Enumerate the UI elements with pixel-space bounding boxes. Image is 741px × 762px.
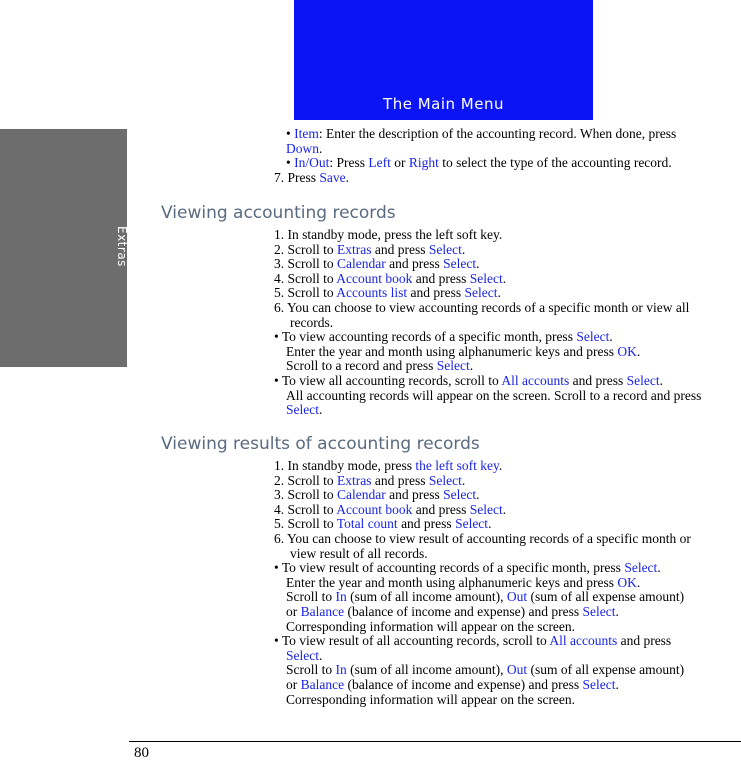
footer-rule — [129, 741, 741, 742]
intro-line: 7. Press Save. — [274, 169, 350, 185]
step-line: or Balance (balance of income and expense) and press Select. — [286, 676, 619, 692]
main-menu-banner — [294, 0, 593, 120]
step-line: Scroll to In (sum of all income amount), Out (sum of all expense amount) — [286, 662, 685, 678]
viewing-results-steps — [274, 459, 740, 707]
intro-instructions — [274, 127, 740, 185]
step-line: 1. In standby mode, press the left soft key. — [274, 458, 503, 473]
step-line: records. — [290, 314, 334, 330]
step-line: Enter the year and month using alphanumeric keys and press OK. — [286, 574, 641, 590]
step-line: • To view result of accounting records of a specific month, press Select. — [274, 560, 661, 576]
intro-line: • Item: Enter the description of the accounting record. When done, press — [286, 126, 677, 141]
step-line: Scroll to In (sum of all income amount), Out (sum of all expense amount) — [286, 589, 685, 605]
step-line: • To view accounting records of a specific month, press Select. — [274, 329, 613, 345]
step-line: 3. Scroll to Calendar and press Select. — [274, 487, 480, 503]
step-line: 6. You can choose to view result of accounting records of a specific month or — [274, 530, 691, 546]
step-line: • To view result of all accounting records, scroll to All accounts and press — [274, 633, 672, 649]
step-line: 2. Scroll to Extras and press Select. — [274, 241, 466, 257]
step-line: 5. Scroll to Accounts list and press Select. — [274, 285, 501, 301]
step-line: 5. Scroll to Total count and press Select. — [274, 516, 492, 532]
step-line: Select. — [286, 402, 323, 418]
step-line: Corresponding information will appear on the screen. — [286, 691, 576, 707]
step-line: 4. Scroll to Account book and press Select. — [274, 270, 507, 286]
banner-title: The Main Menu — [383, 95, 504, 113]
section-heading-viewing-records: Viewing accounting records — [161, 203, 396, 223]
section-heading-viewing-results: Viewing results of accounting records — [161, 434, 480, 454]
chapter-tab-label: Extras — [115, 226, 129, 267]
step-line: Enter the year and month using alphanumeric keys and press OK. — [286, 343, 641, 359]
step-line: 4. Scroll to Account book and press Select. — [274, 501, 507, 517]
step-line: or Balance (balance of income and expense) and press Select. — [286, 603, 619, 619]
page-number: 80 — [134, 745, 149, 761]
viewing-records-steps — [274, 228, 740, 418]
step-line: Scroll to a record and press Select. — [286, 358, 474, 374]
step-line: 2. Scroll to Extras and press Select. — [274, 472, 466, 488]
step-line: • To view all accounting records, scroll to All accounts and press Select. — [274, 372, 663, 388]
step-line: All accounting records will appear on the screen. Scroll to a record and press — [286, 387, 702, 403]
intro-line: • In/Out: Press Left or Right to select the type of the accounting record. — [286, 155, 672, 171]
step-line: Select. — [286, 647, 323, 663]
step-line: 1. In standby mode, press the left soft key. — [274, 227, 503, 242]
step-line: Corresponding information will appear on the screen. — [286, 618, 576, 634]
step-line: view result of all records. — [290, 545, 428, 561]
intro-line: Down. — [286, 140, 323, 156]
step-line: 3. Scroll to Calendar and press Select. — [274, 256, 480, 272]
step-line: 6. You can choose to view accounting records of a specific month or view all — [274, 299, 690, 315]
